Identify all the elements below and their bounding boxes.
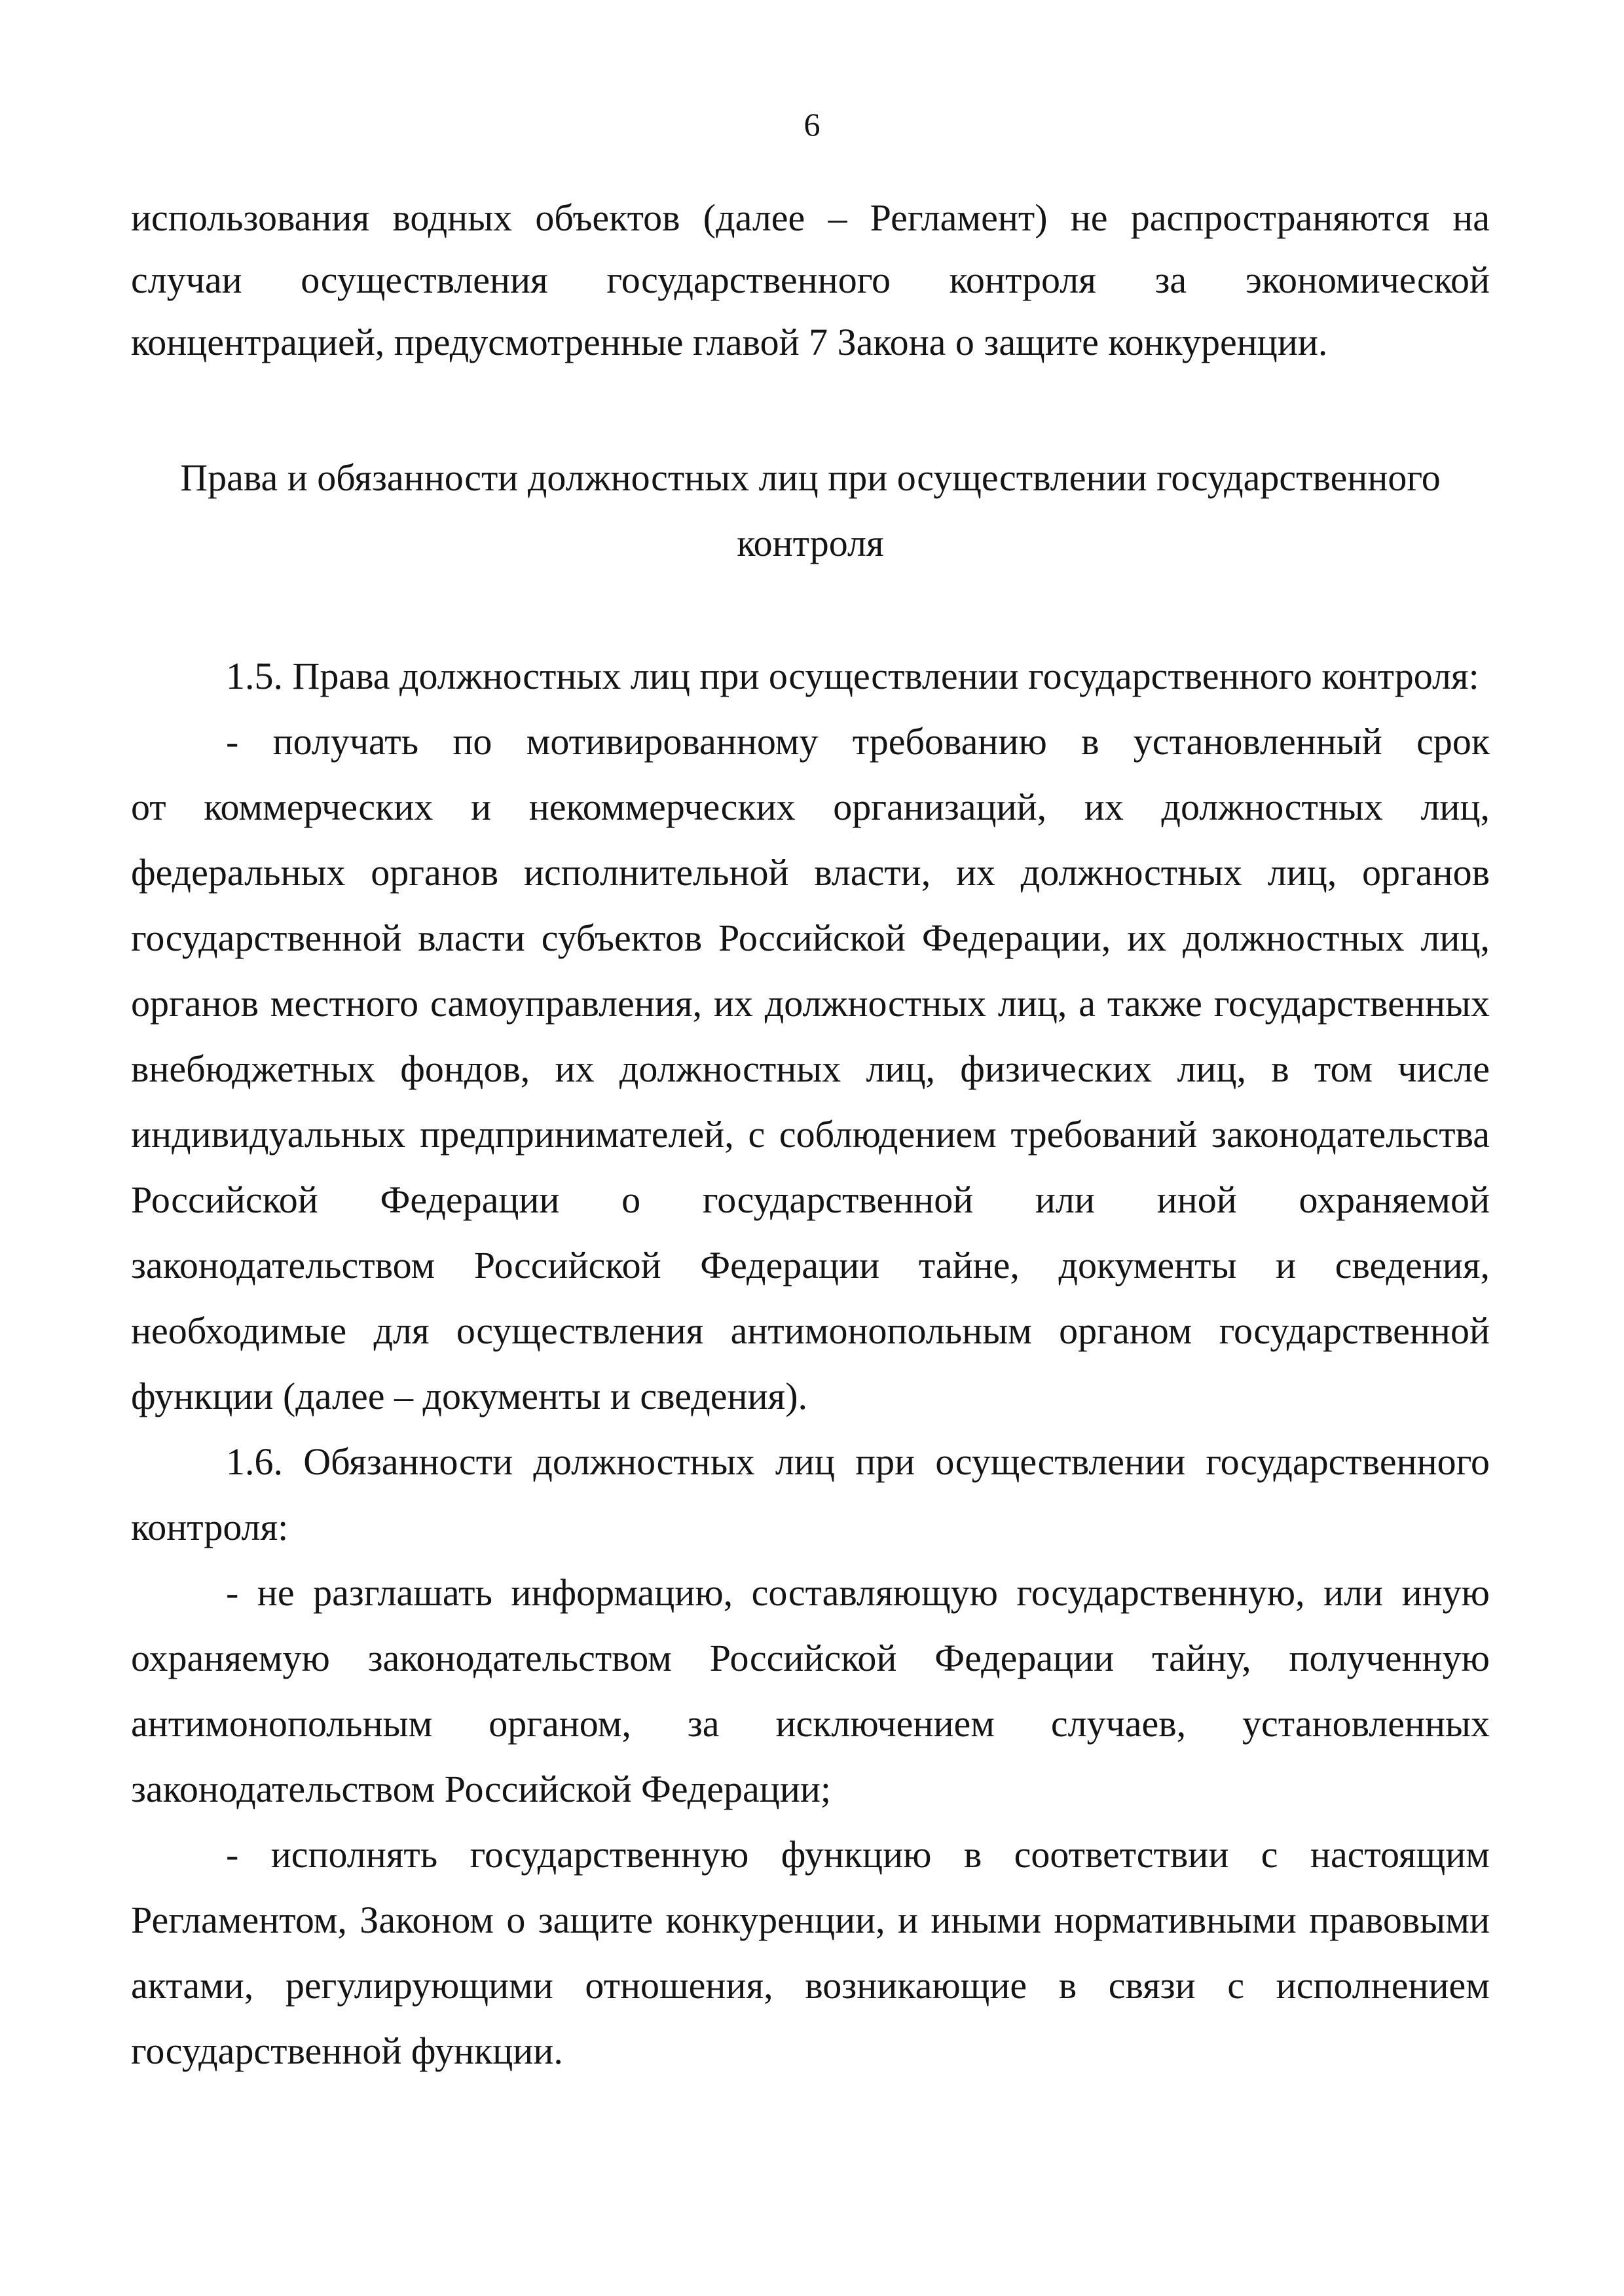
text-line: государственной функции. bbox=[131, 2030, 563, 2072]
text-line: случаи осуществления государственного контроля за экономической bbox=[131, 259, 1490, 301]
text-line: - не разглашать информацию, составляющую государственную, или иную bbox=[226, 1571, 1490, 1614]
page-number: 6 bbox=[803, 106, 821, 143]
heading-line: Права и обязанности должностных лиц при осуществлении государственного bbox=[180, 456, 1441, 499]
text-line: государственной власти субъектов Российской Федерации, их должностных лиц, bbox=[131, 917, 1490, 959]
text-line: - получать по мотивированному требованию в установленный срок bbox=[226, 720, 1490, 763]
text-line: федеральных органов исполнительной власти, их должностных лиц, органов bbox=[131, 851, 1490, 894]
text-line: законодательством Российской Федерации; bbox=[131, 1768, 832, 1810]
text-line: антимонопольным органом, за исключением случаев, установленных bbox=[131, 1702, 1490, 1745]
text-line: 1.5. Права должностных лиц при осуществлении государственного контроля: bbox=[226, 655, 1479, 697]
text-line: органов местного самоуправления, их должностных лиц, а также государственных bbox=[131, 982, 1490, 1025]
text-line: индивидуальных предпринимателей, с соблюдением требований законодательства bbox=[131, 1113, 1490, 1156]
text-line: внебюджетных фондов, их должностных лиц, физических лиц, в том числе bbox=[131, 1048, 1490, 1090]
text-line: актами, регулирующими отношения, возникающие в связи с исполнением bbox=[131, 1964, 1490, 2007]
heading-line: контроля bbox=[737, 522, 884, 564]
text-line: функции (далее – документы и сведения). bbox=[131, 1375, 808, 1417]
text-line: - исполнять государственную функцию в соответствии с настоящим bbox=[226, 1833, 1490, 1876]
text-line: 1.6. Обязанности должностных лиц при осуществлении государственного bbox=[226, 1440, 1490, 1483]
text-line: от коммерческих и некоммерческих организаций, их должностных лиц, bbox=[131, 786, 1490, 828]
text-line: охраняемую законодательством Российской Федерации тайну, полученную bbox=[131, 1637, 1490, 1679]
text-line: законодательством Российской Федерации тайне, документы и сведения, bbox=[131, 1244, 1490, 1286]
text-line: контроля: bbox=[131, 1506, 289, 1548]
text-line: необходимые для осуществления антимонопольным органом государственной bbox=[131, 1309, 1490, 1352]
text-line: Российской Федерации о государственной или иной охраняемой bbox=[131, 1178, 1490, 1221]
text-line: концентрацией, предусмотренные главой 7 Закона о защите конкуренции. bbox=[131, 321, 1328, 363]
text-line: использования водных объектов (далее – Регламент) не распространяются на bbox=[131, 196, 1490, 239]
text-line: Регламентом, Законом о защите конкуренции, и иными нормативными правовыми bbox=[131, 1899, 1490, 1941]
